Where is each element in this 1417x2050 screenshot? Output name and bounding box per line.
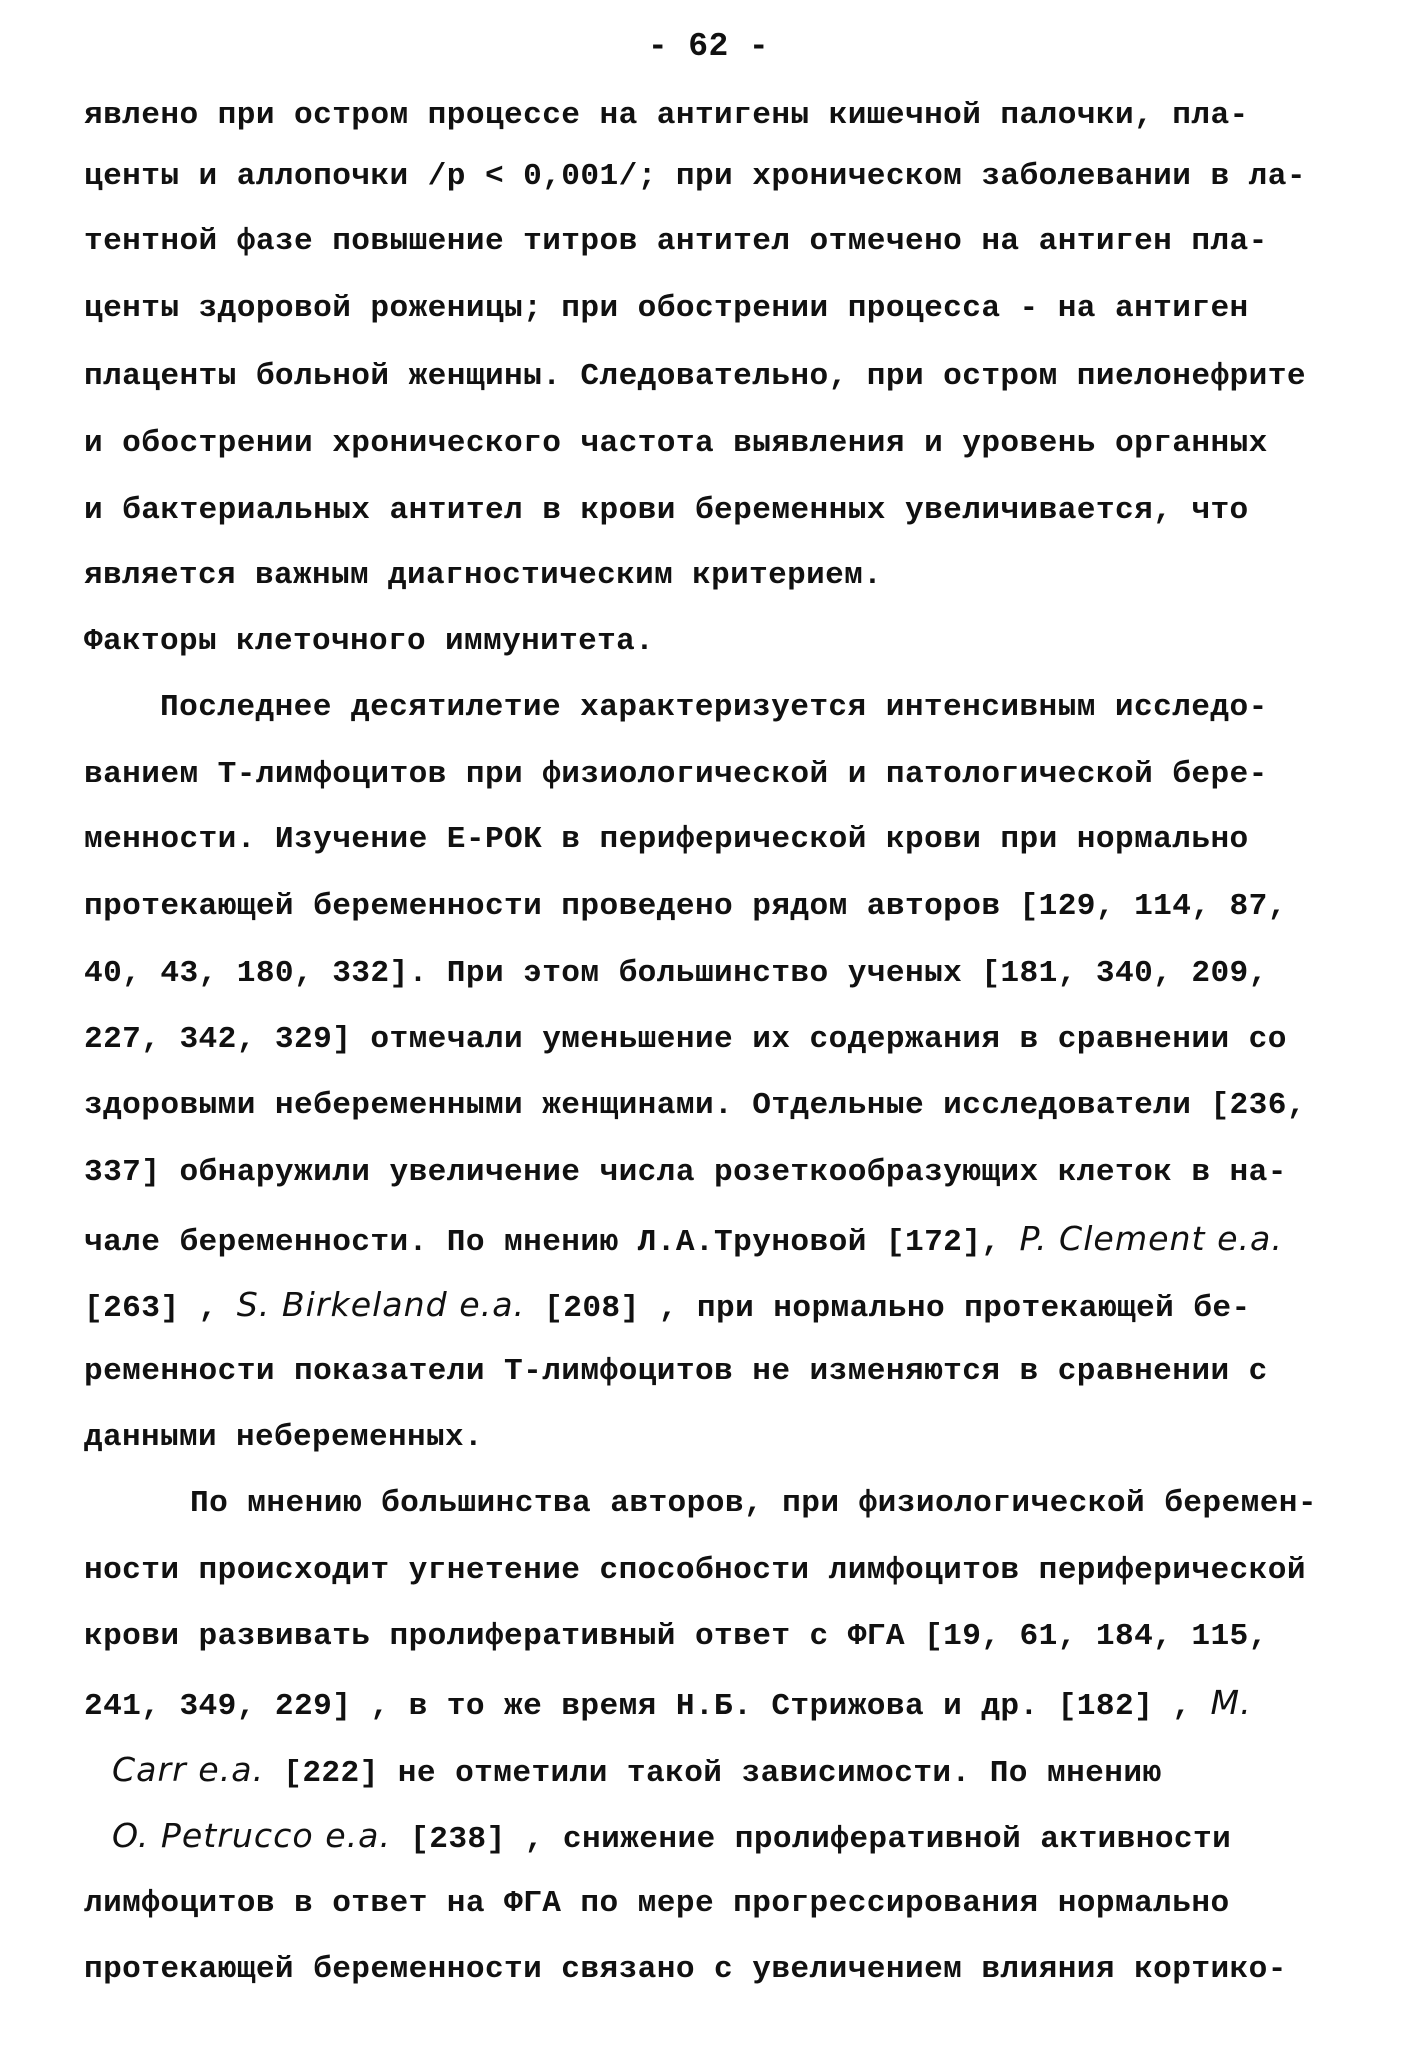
text-line (84, 1617, 1360, 1657)
text-segment: центы здоровой роженицы; при обострении процесса - на антиген (84, 291, 1249, 326)
italic-citation: Carr e.a. (112, 1750, 265, 1789)
text-line (84, 954, 1360, 994)
text-line (84, 491, 1360, 531)
text-line (190, 1484, 1360, 1524)
text-line (84, 1020, 1360, 1060)
text-line (84, 1086, 1360, 1126)
text-line (160, 688, 1360, 728)
italic-citation: S. Birkeland e.a. (236, 1285, 526, 1324)
text-segment: и бактериальных антител в крови беременных увеличивается, что (84, 493, 1249, 528)
text-line (84, 1219, 1360, 1259)
text-segment: тентной фазе повышение титров антител отмечено на антиген пла- (84, 224, 1268, 259)
text-line (84, 222, 1360, 262)
text-segment: Факторы клеточного иммунитета. (84, 624, 655, 659)
text-segment: [238] , снижение пролиферативной активности (391, 1822, 1232, 1857)
text-line (84, 556, 1354, 596)
text-segment: данными небеременных. (84, 1420, 484, 1455)
text-segment: По мнению большинства авторов, при физиологической беремен- (190, 1486, 1318, 1521)
text-line (84, 289, 1360, 329)
text-segment: ременности показатели Т-лимфоцитов не изменяются в сравнении с (84, 1354, 1268, 1389)
text-segment: крови развивать пролиферативный ответ с ФГА [19, 61, 184, 115, (84, 1619, 1268, 1654)
text-segment: чале беременности. По мнению Л.А.Труновой [172], (84, 1225, 1020, 1260)
text-line (84, 887, 1360, 927)
text-segment: [263] , (84, 1291, 237, 1326)
text-line (84, 1352, 1360, 1392)
text-line (84, 157, 1360, 197)
text-segment: менности. Изучение Е-РОК в периферической крови при нормально (84, 822, 1249, 857)
text-segment: ности происходит угнетение способности лимфоцитов периферической (84, 1553, 1306, 1588)
text-segment: протекающей беременности проведено рядом авторов [129, 114, 87, (84, 889, 1287, 924)
text-line (84, 755, 1360, 795)
text-line (84, 424, 1360, 464)
text-segment: 227, 342, 329] отмечали уменьшение их содержания в сравнении со (84, 1022, 1287, 1057)
text-line (84, 357, 1360, 397)
text-segment: центы и аллопочки /р < 0,001/; при хроническом заболевании в ла- (84, 159, 1306, 194)
text-line (84, 1285, 1360, 1325)
italic-citation: M. (1210, 1683, 1252, 1722)
text-segment: лимфоцитов в ответ на ФГА по мере прогрессирования нормально (84, 1886, 1230, 1921)
text-line (84, 1683, 1360, 1723)
text-segment: 241, 349, 229] , в то же время Н.Б. Стрижова и др. [182] , (84, 1689, 1211, 1724)
text-segment: 337] обнаружили увеличение числа розеткообразующих клеток в на- (84, 1155, 1287, 1190)
text-line (84, 1418, 1354, 1458)
text-line (84, 1884, 1360, 1924)
italic-citation: P. Clement e.a. (1019, 1219, 1283, 1258)
text-line (112, 1816, 1360, 1856)
text-segment: протекающей беременности связано с увеличением влияния кортико- (84, 1952, 1287, 1987)
text-segment: явлено при остром процессе на антигены кишечной палочки, пла- (84, 98, 1249, 133)
text-segment: здоровыми небеременными женщинами. Отдельные исследователи [236, (84, 1088, 1306, 1123)
text-line (84, 96, 1360, 136)
text-segment: и обострении хронического частота выявления и уровень органных (84, 426, 1268, 461)
text-segment: Последнее десятилетие характеризуется интенсивным исследо- (160, 690, 1268, 725)
text-line (84, 1551, 1360, 1591)
text-line (84, 820, 1360, 860)
text-segment: 40, 43, 180, 332]. При этом большинство ученых [181, 340, 209, (84, 956, 1268, 991)
text-segment: [222] не отметили такой зависимости. По мнению (264, 1756, 1162, 1791)
text-segment: [208] , при нормально протекающей бе- (525, 1291, 1251, 1326)
text-line (84, 1153, 1360, 1193)
italic-citation: O. Petrucco e.a. (112, 1816, 392, 1855)
text-line (112, 1750, 1360, 1790)
text-segment: ванием Т-лимфоцитов при физиологической и патологической бере- (84, 757, 1268, 792)
text-segment: является важным диагностическим критерием. (84, 558, 883, 593)
text-line (84, 1950, 1360, 1990)
page-number: - 62 - (647, 28, 770, 65)
text-line (84, 622, 1354, 662)
text-segment: плаценты больной женщины. Следовательно, при остром пиелонефрите (84, 359, 1306, 394)
